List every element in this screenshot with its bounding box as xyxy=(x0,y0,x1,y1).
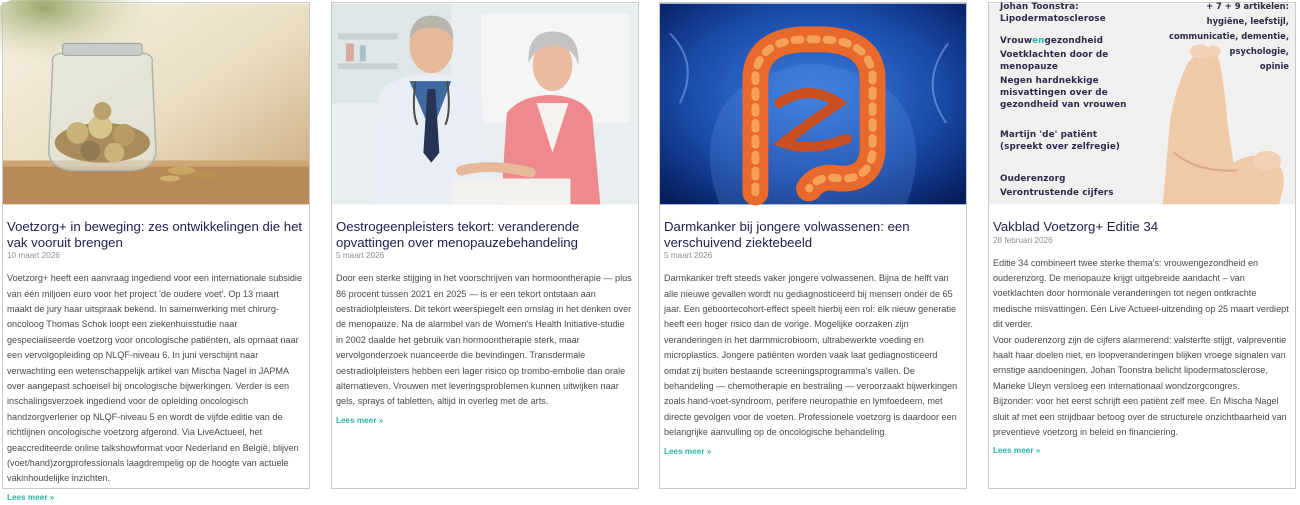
article-card-1 xyxy=(2,2,310,502)
cover-line: hygiëne, leefstijl, xyxy=(1206,16,1289,26)
article-thumbnail[interactable] xyxy=(989,3,1295,205)
article-thumbnail[interactable] xyxy=(332,3,638,205)
article-card-3 xyxy=(659,2,967,489)
doctor-patient-image xyxy=(332,3,638,205)
cover-line: Lipodermatosclerose xyxy=(1000,14,1106,24)
magazine-cover-text xyxy=(989,3,1297,205)
cover-line: Ouderenzorg xyxy=(1000,174,1066,184)
article-title[interactable]: Darmkanker bij jongere volwassenen: een verschuivend ziektebeeld xyxy=(664,219,910,250)
excerpt-paragraph: Bijzonder: voor het eerst schrijft een patiënt zelf mee. En Mischa Nagel sluit af met een strijdbaar betoog over de structurele onzichtbaarheid van preventieve voetzorg in beleid en financiering. xyxy=(993,396,1287,438)
article-card-2 xyxy=(331,2,639,489)
excerpt-paragraph: Voor ouderenzorg zijn de cijfers alarmerend: valsterfte stijgt, valpreventie haalt haar doelen niet, en loopveranderingen blijken vroege signalen van ernstige aandoeningen. Johan Toonstra belicht lipodermatosclerose, Marieke Uleyn versloeg een internationaal wondzorgcongres. xyxy=(993,334,1287,391)
article-thumbnail[interactable] xyxy=(3,3,309,205)
cover-line: Verontrustende cijfers xyxy=(1000,188,1114,198)
article-date: 5 maart 2026 xyxy=(664,251,713,261)
cover-line: opinie xyxy=(1259,61,1289,71)
cover-line: Martijn 'de' patiënt xyxy=(1000,130,1098,140)
read-more-link[interactable]: Lees meer » xyxy=(993,446,1041,456)
article-excerpt xyxy=(336,271,634,410)
cover-line: Johan Toonstra: xyxy=(1000,2,1079,12)
read-more-link[interactable]: Lees meer » xyxy=(7,492,55,502)
article-date: 28 februari 2026 xyxy=(993,235,1053,245)
article-thumbnail[interactable] xyxy=(660,3,966,205)
cover-line: psychologie, xyxy=(1229,46,1289,56)
read-more-link[interactable]: Lees meer » xyxy=(336,415,384,425)
cover-line: Vrouwengezondheid xyxy=(1000,36,1104,46)
cover-line: + 7 + 9 artikelen: xyxy=(1206,1,1289,11)
colon-image xyxy=(660,3,966,205)
article-excerpt xyxy=(7,271,305,487)
cover-line: (spreekt over zelfregie) xyxy=(1000,142,1121,152)
cover-line: communicatie, dementie, xyxy=(1168,31,1289,41)
cover-line: misvattingen over de xyxy=(1000,88,1108,98)
article-title[interactable]: Oestrogeenpleisters tekort: veranderende opvattingen over menopauzebehandeling xyxy=(336,219,580,250)
excerpt-paragraph: Voetzorg+ heeft een aanvraag ingediend voor een internationale subsidie van één miljoen euro voor het project 'de oudere voet'. Op 13 maart maakt de jury haar uitspraak bekend. In samenwerking met chirurg-oncoloog Thomas Schok loopt een ziekenhuisstudie naar gespecialiseerde voetzorg voor oncologische patiënten, als opmaat naar een vervolgopleiding op NLQF-niveau 6. In juni verschijnt naar verwachting een wetenschappelijk artikel van Mischa Nagel in JAPMA over aangepast schoeisel bij oncologische bijwerkingen. Verder is een inschalingsverzoek ingediend voor de opleiding oncologisch handzorgverlener op NLQF-niveau 5 en wordt de vijfde editie van de richtlijnen oncologische voetzorg afgerond. Via LiveActueel, het geaccrediteerde online talkshowformat voor Nederland en België, blijven (voet/hand)zorgprofessionals laagdrempelig op de hoogte van actuele vakinhoudelijke inzichten. xyxy=(7,273,303,484)
article-title[interactable]: Voetzorg+ in beweging: zes ontwikkelingen die het vak vooruit brengen xyxy=(7,219,303,250)
excerpt-paragraph: Door een sterke stijging in het voorschrijven van hormoontherapie — plus 86 procent tussen 2021 en 2025 — is er een tekort ontstaan aan oestradiolpleisters. Dit tekort weerspiegelt een omslag in het denken over de menopauze. Na de alarmbel van de Women's Health Initiative-studie in 2002 daalde het gebruik van hormoontherapie sterk, maar vervolgonderzoek nuanceerde die bevindingen. Transdermale oestradiolpleisters hebben een lager risico op trombo-embolie dan orale alternatieven. Vrouwen met leveringsproblemen kunnen uitwijken naar gels, sprays of tabletten, altijd in overleg met de arts. xyxy=(336,273,632,407)
excerpt-paragraph: Editie 34 combineert twee sterke thema's: vrouwengezondheid en ouderenzorg. De menopauze krijgt uitgebreide aandacht – van voetklachten door hormonale veranderingen tot negen ontkrachte medische misvattingen. Een Live Actueel-uitzending op 25 maart verdiept dit verder. xyxy=(993,257,1289,330)
article-date: 10 maart 2026 xyxy=(7,251,60,261)
cover-line: menopauze xyxy=(1000,62,1058,72)
article-excerpt xyxy=(993,256,1291,441)
cover-line: Voetklachten door de xyxy=(1000,50,1109,60)
article-excerpt xyxy=(664,271,962,440)
article-title[interactable]: Vakblad Voetzorg+ Editie 34 xyxy=(993,219,1159,234)
article-card-4 xyxy=(988,2,1296,489)
excerpt-paragraph: Darmkanker treft steeds vaker jongere volwassenen. Bijna de helft van alle nieuwe gevallen wordt nu gediagnosticeerd bij mensen onder de 65 jaar. Een geboortecohort-effect speelt hierbij een rol: elk nieuw generatie heeft een hoger risico dan de vorige. Mogelijke oorzaken zijn veranderingen in het darmmicrobioom, ultrabewerkte voeding en microplastics. Jongere patiënten worden vaak laat gediagnosticeerd omdat zij buiten bestaande screeningsprogramma's vallen. De behandeling — chemotherapie en bestraling — veroorzaakt bijwerkingen zoals hand-voet-syndroom, perifere neuropathie en lymfoedeem, met directe gevolgen voor de voeten. Professionele voetzorg is daardoor een belangrijke aanvulling op de oncologische behandeling. xyxy=(664,273,958,438)
cover-line: Negen hardnekkige xyxy=(1000,76,1099,86)
article-date: 5 maart 2026 xyxy=(336,251,385,261)
money-jar-image xyxy=(3,3,309,205)
read-more-link[interactable]: Lees meer » xyxy=(664,446,712,456)
cover-line: gezondheid van vrouwen xyxy=(1000,100,1127,110)
